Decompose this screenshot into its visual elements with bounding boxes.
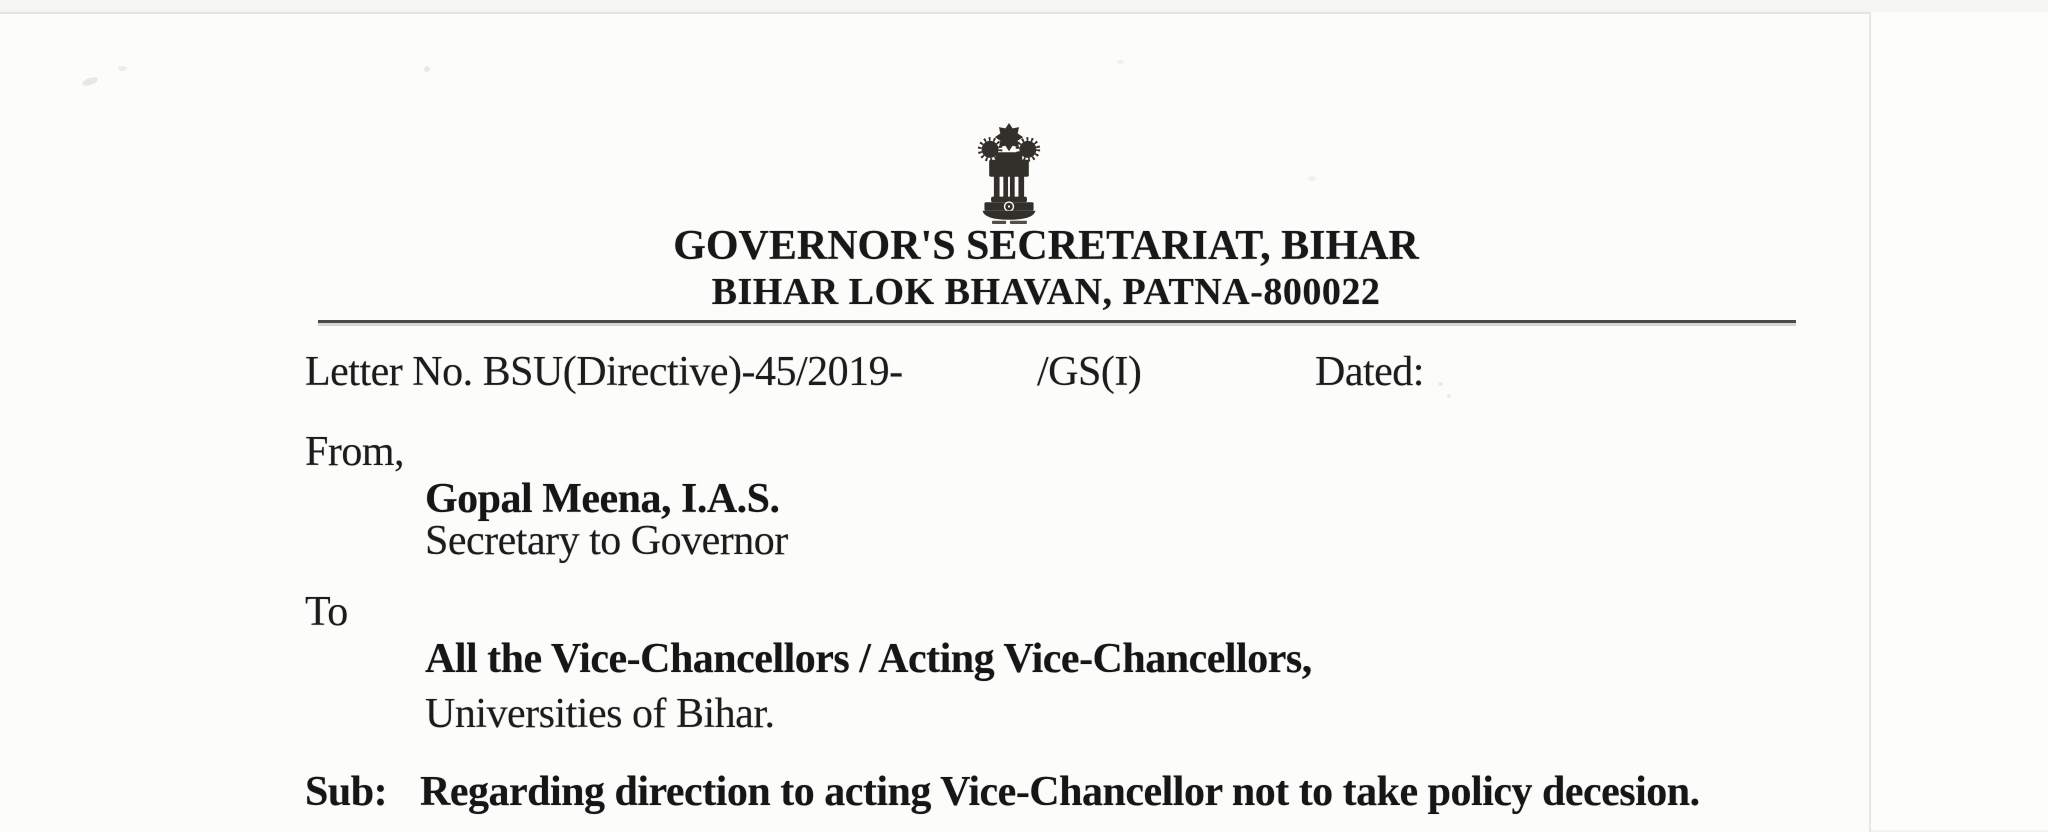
to-label: To bbox=[305, 589, 348, 635]
scanner-margin bbox=[1871, 12, 2048, 830]
scan-speck bbox=[1438, 382, 1443, 386]
scan-speck bbox=[1117, 60, 1124, 64]
scan-speck bbox=[1308, 176, 1316, 181]
sender-designation: Secretary to Governor bbox=[425, 518, 788, 564]
dated-label: Dated: bbox=[1315, 349, 1424, 395]
from-label: From, bbox=[305, 429, 405, 475]
scan-speck bbox=[424, 66, 430, 72]
ashoka-lion-capital-emblem-icon bbox=[966, 122, 1052, 224]
letter-number: Letter No. BSU(Directive)-45/2019- bbox=[305, 349, 903, 395]
org-name-line2: BIHAR LOK BHAVAN, PATNA-800022 bbox=[711, 271, 1381, 314]
scan-speck bbox=[81, 76, 98, 88]
subject-label: Sub: bbox=[305, 769, 388, 815]
addressee-line2: Universities of Bihar. bbox=[425, 691, 775, 737]
letterhead-divider-rule bbox=[318, 320, 1796, 323]
letterhead bbox=[300, 224, 1792, 314]
gs-section-suffix: /GS(I) bbox=[1037, 349, 1142, 395]
org-name-line1: GOVERNOR'S SECRETARIAT, BIHAR bbox=[673, 223, 1419, 269]
letter-paper-sheet bbox=[0, 12, 1871, 832]
sender-name: Gopal Meena, I.A.S. bbox=[425, 476, 780, 522]
addressee-line1: All the Vice-Chancellors / Acting Vice-Chancellors, bbox=[425, 636, 1312, 682]
reference-line bbox=[305, 350, 1795, 402]
scan-speck bbox=[1447, 394, 1451, 398]
scan-speck bbox=[118, 66, 127, 71]
subject-text: Regarding direction to acting Vice-Chancellor not to take policy decesion. bbox=[420, 769, 1700, 815]
